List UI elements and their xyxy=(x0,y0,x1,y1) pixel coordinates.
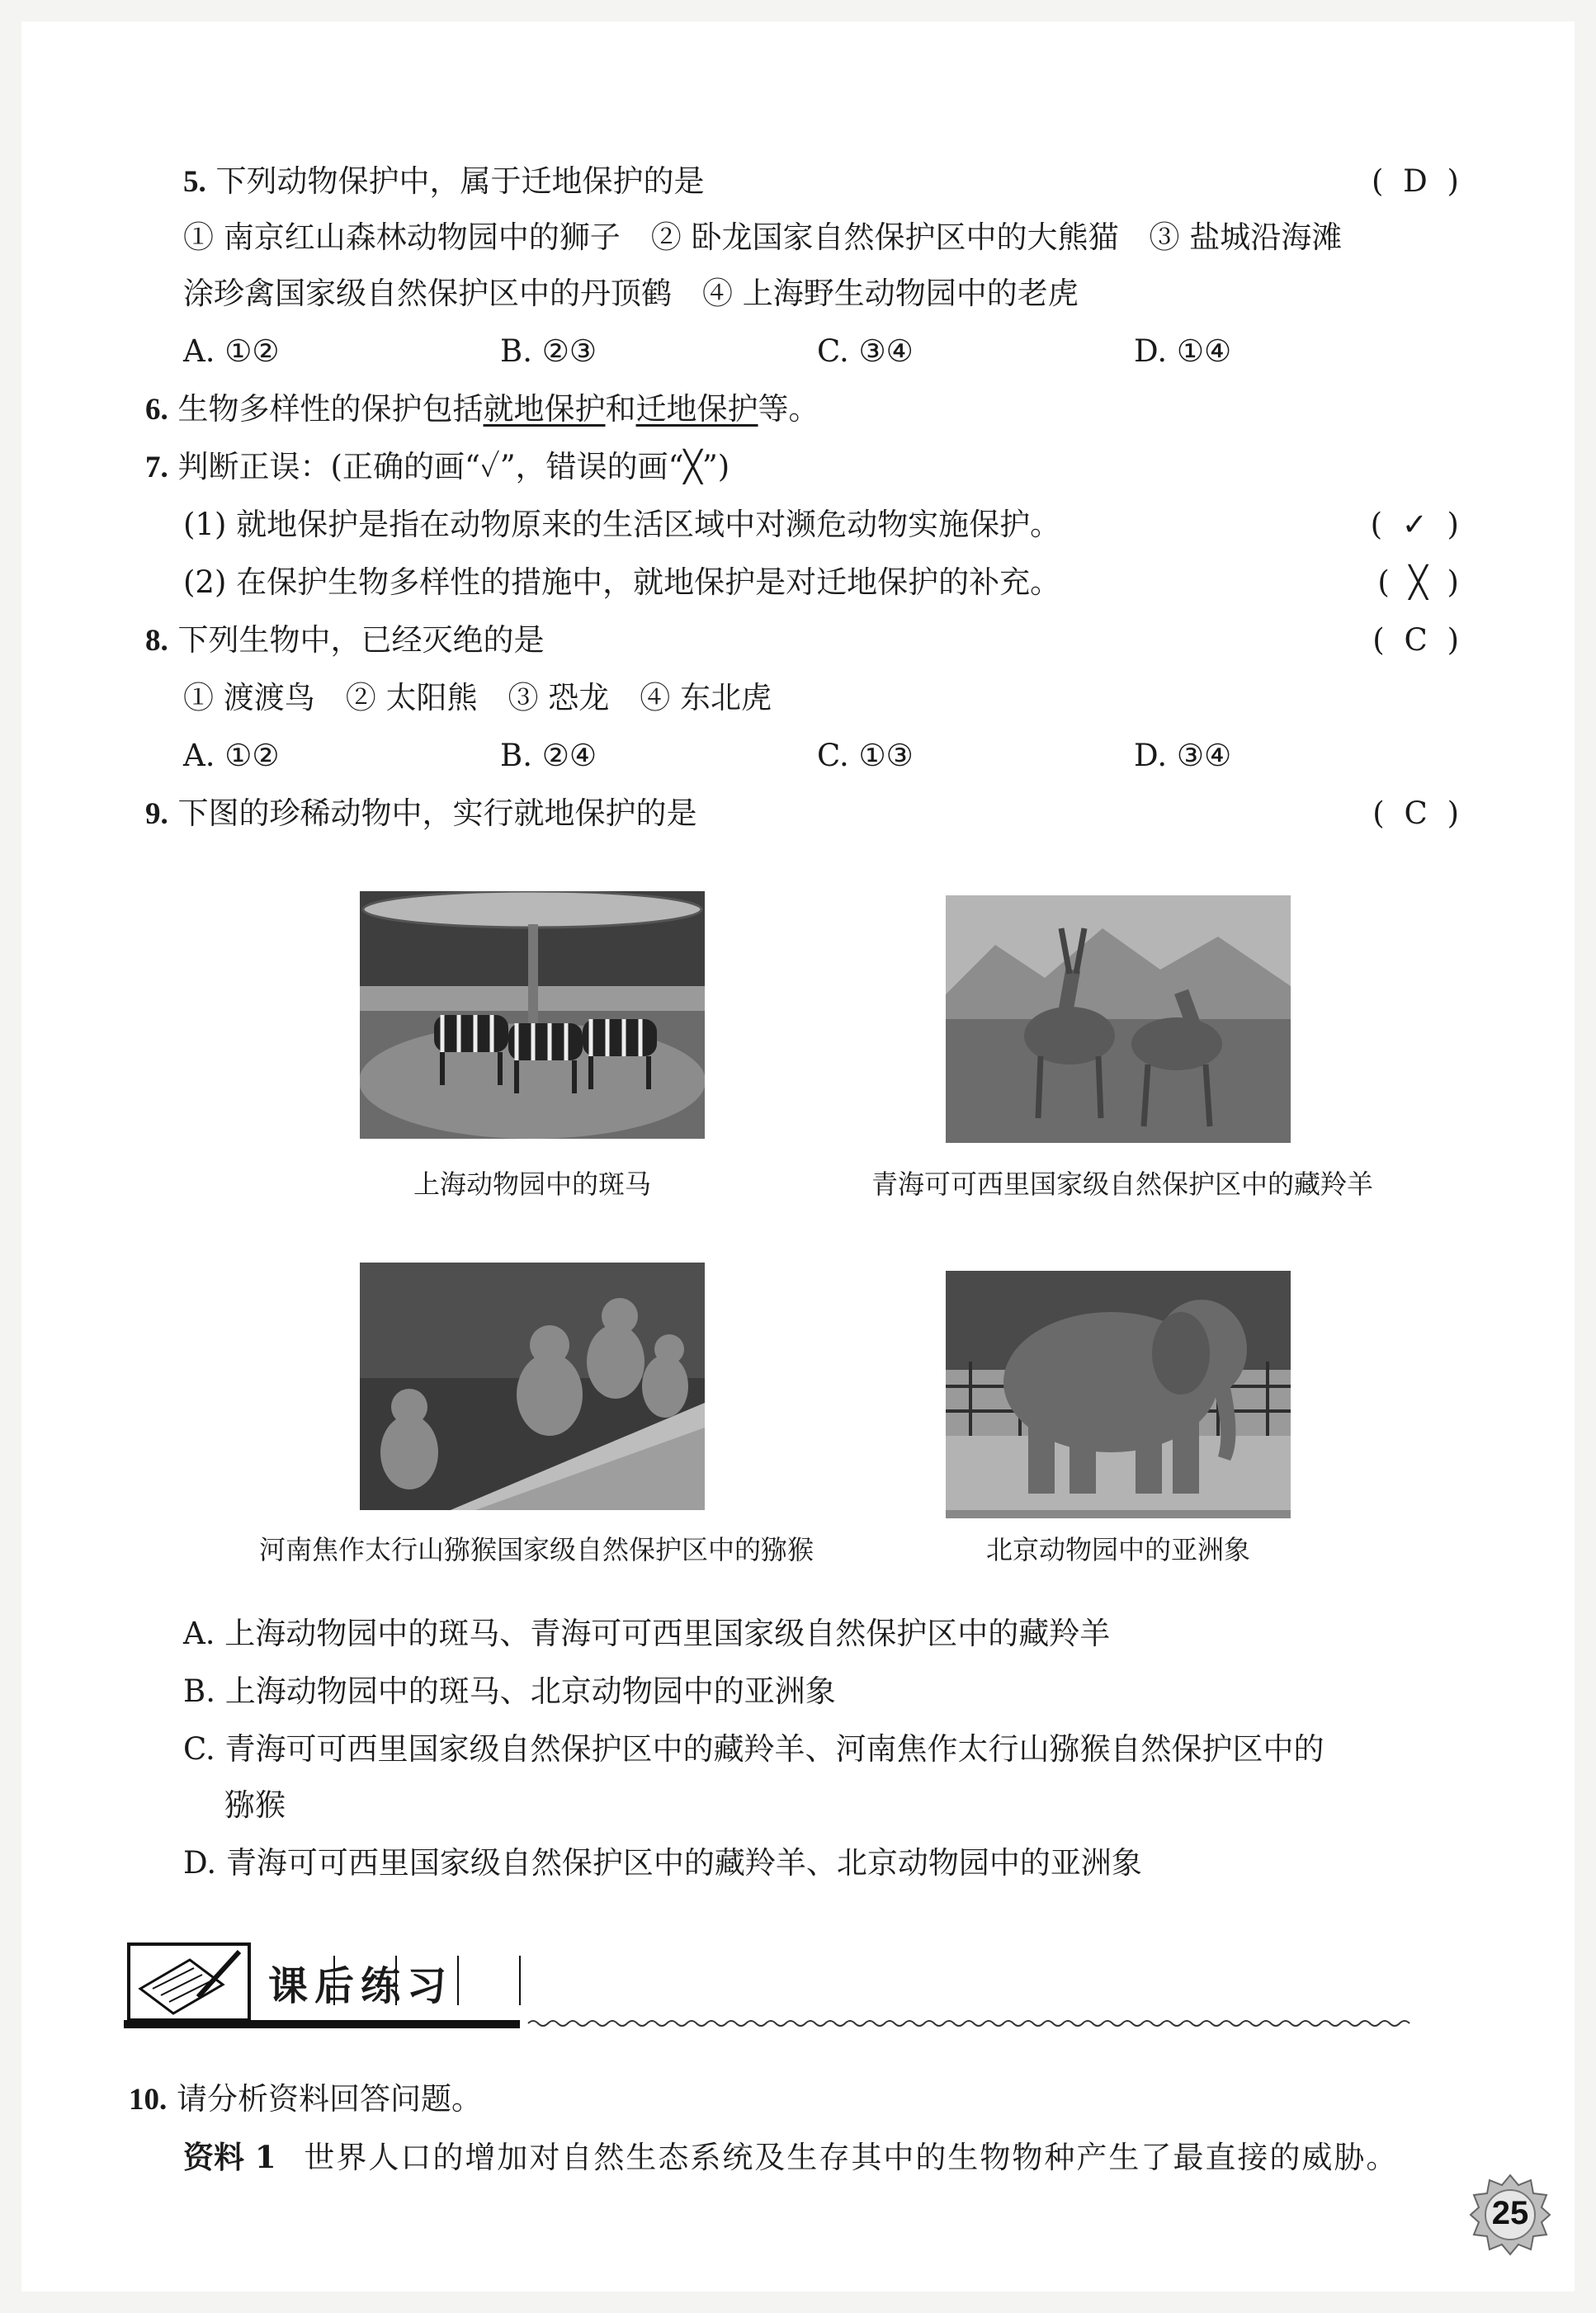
material-label: 资料 1 xyxy=(183,2139,276,2175)
q9-answer: ( C ) xyxy=(1372,795,1464,831)
section-header xyxy=(124,1939,1459,2030)
q5-options xyxy=(183,332,1451,371)
q10-material-1 xyxy=(183,2137,1398,2178)
q9-option-d: D. 青海可可西里国家级自然保护区中的藏羚羊、北京动物园中的亚洲象 xyxy=(183,1845,1142,1881)
elephant-photo xyxy=(946,1271,1291,1518)
q8-options xyxy=(183,736,1451,776)
q5-option-c: C. ③④ xyxy=(817,333,914,369)
material-text: 世界人口的增加对自然生态系统及生存其中的生物物种产生了最直接的威胁。 xyxy=(304,2140,1399,2175)
q5-option-d: D. ①④ xyxy=(1134,333,1232,369)
q7-stem: 7. 判断正误：(正确的画“✓”，错误的画“╳”) xyxy=(145,449,730,484)
q5-items-line2: 涂珍禽国家级自然保护区中的丹顶鹤 ④ 上海野生动物园中的老虎 xyxy=(183,276,1079,311)
q9-option-a: A. 上海动物园中的斑马、青海可可西里国家级自然保护区中的藏羚羊 xyxy=(183,1616,1111,1651)
q5-option-a: A. ①② xyxy=(183,333,280,369)
q8-stem: 8. 下列生物中，已经灭绝的是 xyxy=(145,622,545,658)
q9-option-c-cont: 猕猴 xyxy=(224,1787,286,1823)
zebra-caption: 上海动物园中的斑马 xyxy=(413,1168,651,1200)
page-number: 25 xyxy=(1491,2195,1529,2231)
antelope-photo xyxy=(946,895,1291,1143)
q8-option-a: A. ①② xyxy=(183,738,280,773)
q9-option-b: B. 上海动物园中的斑马、北京动物园中的亚洲象 xyxy=(183,1673,836,1709)
q5-answer: ( D ) xyxy=(1371,163,1464,199)
q10-stem: 10. 请分析资料回答问题。 xyxy=(129,2081,483,2117)
q6-text: 6. 生物多样性的保护包括就地保护和迁地保护等。 xyxy=(145,391,819,427)
q7-answer-1: ( ✓ ) xyxy=(1370,507,1464,542)
q5-stem: 5. 下列动物保护中，属于迁地保护的是 xyxy=(183,163,705,199)
zebra-photo xyxy=(360,891,705,1139)
macaque-caption: 河南焦作太行山猕猴国家级自然保护区中的猕猴 xyxy=(258,1534,814,1565)
q5-option-b: B. ②③ xyxy=(500,333,597,369)
antelope-caption: 青海可可西里国家级自然保护区中的藏羚羊 xyxy=(871,1168,1373,1200)
section-title: 课后练习 xyxy=(268,1963,454,2009)
macaque-photo xyxy=(360,1263,705,1510)
q5-items-line1: ① 南京红山森林动物园中的狮子 ② 卧龙国家自然保护区中的大熊猫 ③ 盐城沿海滩 xyxy=(183,219,1343,255)
q6-blank-1: 就地保护 xyxy=(483,391,606,427)
q7-item-1: (1) 就地保护是指在动物原来的生活区域中对濒危动物实施保护。 xyxy=(183,507,1061,542)
q8-option-d: D. ③④ xyxy=(1134,738,1232,773)
q8-option-c: C. ①③ xyxy=(817,738,914,773)
q7-answer-2: ( ╳ ) xyxy=(1377,564,1464,600)
q8-option-b: B. ②④ xyxy=(500,738,597,773)
q9-stem: 9. 下图的珍稀动物中，实行就地保护的是 xyxy=(145,795,697,831)
q6-blank-2: 迁地保护 xyxy=(635,391,758,427)
q7-item-2: (2) 在保护生物多样性的措施中，就地保护是对迁地保护的补充。 xyxy=(183,564,1061,600)
q8-answer: ( C ) xyxy=(1372,622,1464,658)
q8-items: ① 渡渡鸟 ② 太阳熊 ③ 恐龙 ④ 东北虎 xyxy=(183,680,772,715)
elephant-caption: 北京动物园中的亚洲象 xyxy=(985,1534,1250,1565)
page-number-badge xyxy=(1469,2174,1551,2256)
q9-option-c: C. 青海可可西里国家级自然保护区中的藏羚羊、河南焦作太行山猕猴自然保护区中的 xyxy=(183,1731,1324,1767)
